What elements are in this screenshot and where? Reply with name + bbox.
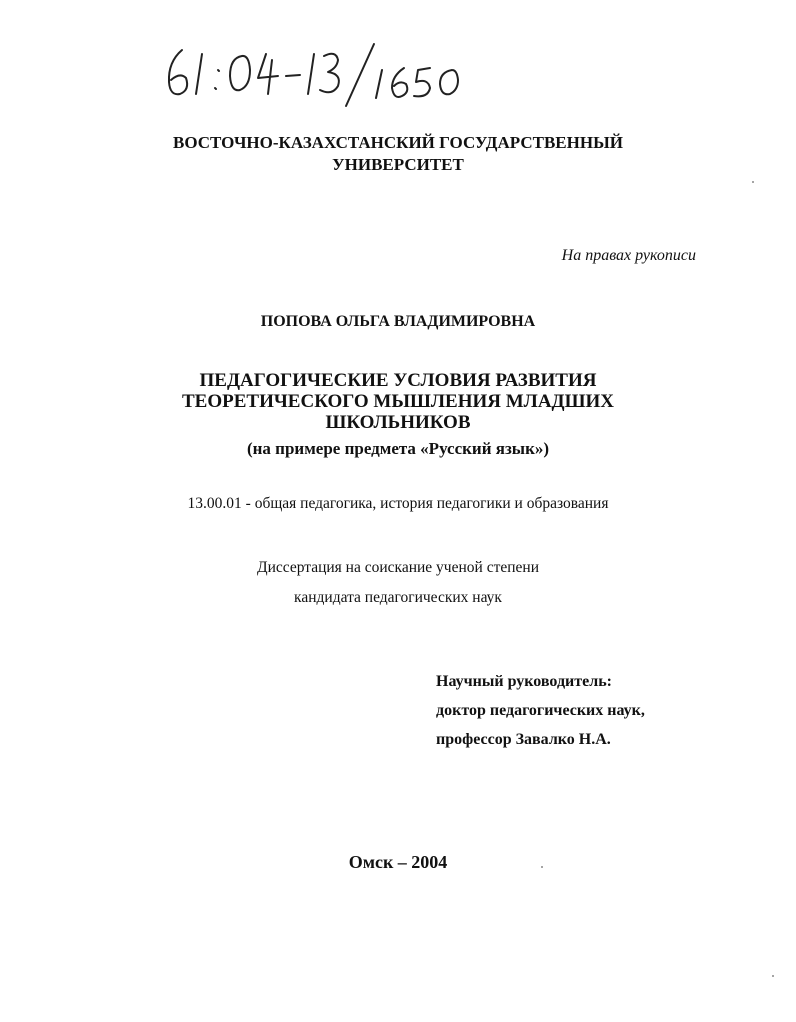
advisor-degree: доктор педагогических наук, — [436, 702, 645, 719]
advisor-name: профессор Завалко Н.А. — [436, 731, 611, 748]
degree-line-1: Диссертация на соискание ученой степени — [257, 559, 539, 576]
advisor-label: Научный руководитель: — [436, 673, 612, 690]
degree-line-2: кандидата педагогических наук — [294, 589, 502, 606]
author-name: ПОПОВА ОЛЬГА ВЛАДИМИРОВНА — [260, 313, 536, 330]
title-line-1: ПЕДАГОГИЧЕСКИЕ УСЛОВИЯ РАЗВИТИЯ — [199, 370, 597, 391]
place-year: Омск – 2004 — [348, 852, 448, 872]
scan-speck — [752, 181, 754, 183]
rights-note: На правах рукописи — [561, 247, 696, 264]
university-line-2: УНИВЕРСИТЕТ — [332, 155, 464, 174]
university-line-1: ВОСТОЧНО-КАЗАХСТАНСКИЙ ГОСУДАРСТВЕННЫЙ — [172, 133, 624, 152]
title-line-3: ШКОЛЬНИКОВ — [325, 412, 471, 433]
specialty-code: 13.00.01 - общая педагогика, история педагогики и образования — [187, 495, 609, 512]
scientific-advisor — [436, 667, 645, 754]
handwritten-archive-code — [160, 40, 480, 110]
dissertation-title — [0, 370, 796, 433]
university-name — [0, 132, 796, 176]
scan-speck — [772, 975, 774, 977]
scan-speck — [541, 866, 543, 868]
degree-statement — [0, 553, 796, 613]
title-line-2: ТЕОРЕТИЧЕСКОГО МЫШЛЕНИЯ МЛАДШИХ — [182, 391, 614, 412]
dissertation-subtitle: (на примере предмета «Русский язык») — [246, 439, 550, 458]
